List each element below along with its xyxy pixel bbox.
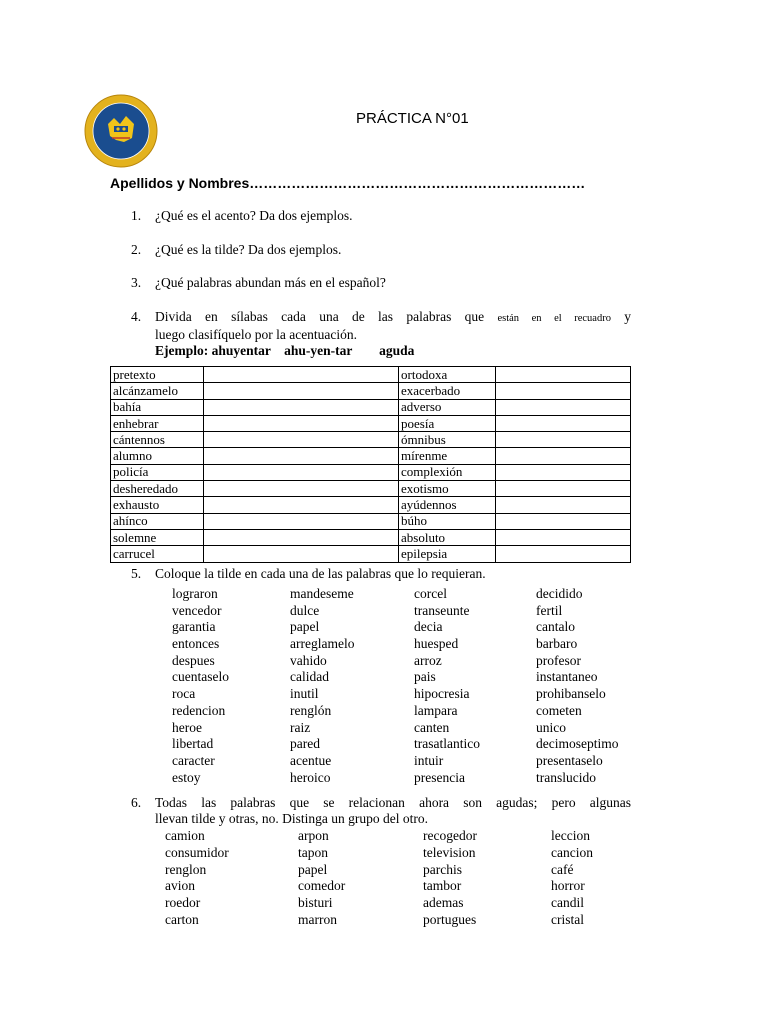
answer-cell[interactable]: [204, 546, 399, 562]
word-item: carton: [165, 911, 199, 927]
question-number: 5.: [131, 566, 142, 581]
table-row: [111, 448, 631, 464]
question-text: ¿Qué es el acento? Da dos ejemplos.: [155, 208, 353, 223]
word-item: papel: [290, 619, 320, 635]
word-item: camion: [165, 828, 205, 843]
word-item: transeunte: [414, 602, 470, 618]
word-cell: búho: [399, 513, 496, 529]
question-text: ¿Qué palabras abundan más en el español?: [155, 275, 386, 290]
word-item: horror: [551, 878, 585, 894]
word-item: huesped: [414, 636, 459, 652]
word-item: television: [423, 844, 476, 860]
word-item: arroz: [414, 652, 442, 668]
word-item: bisturi: [298, 895, 333, 911]
word-item: corcel: [414, 586, 447, 601]
question-1: [131, 208, 353, 224]
word-item: garantia: [172, 619, 216, 635]
question-text: ¿Qué es la tilde? Da dos ejemplos.: [155, 242, 342, 257]
table-row: [111, 367, 631, 383]
answer-cell[interactable]: [496, 464, 631, 480]
question-text-b: y: [624, 309, 632, 324]
word-item: unico: [536, 719, 566, 735]
table-row: [111, 497, 631, 513]
word-column: [165, 828, 229, 929]
word-item: decimoseptimo: [536, 736, 619, 752]
answer-cell[interactable]: [496, 513, 631, 529]
word-item: cristal: [551, 911, 584, 927]
answer-cell[interactable]: [204, 415, 399, 431]
word-column: [290, 586, 354, 786]
word-item: redencion: [172, 702, 226, 718]
table-row: [111, 464, 631, 480]
word-item: instantaneo: [536, 669, 598, 685]
word-item: cometen: [536, 702, 582, 718]
word-column: [172, 586, 229, 786]
word-item: arpon: [298, 828, 329, 843]
question-number: 2.: [131, 242, 142, 257]
word-cell: policía: [111, 464, 204, 480]
word-item: prohibanselo: [536, 686, 606, 702]
word-cell: enhebrar: [111, 415, 204, 431]
word-item: ademas: [423, 895, 464, 911]
question-4: [131, 309, 631, 343]
question-text: [155, 309, 631, 327]
word-cell: ortodoxa: [399, 367, 496, 383]
word-item: tambor: [423, 878, 462, 894]
question-number: 4.: [131, 309, 142, 324]
word-column: [298, 828, 345, 929]
word-cell: alumno: [111, 448, 204, 464]
word-cell: alcánzamelo: [111, 383, 204, 399]
word-item: marron: [298, 911, 337, 927]
word-cell: cántennos: [111, 432, 204, 448]
word-item: roedor: [165, 895, 201, 911]
word-cell: mírenme: [399, 448, 496, 464]
word-cell: exotismo: [399, 481, 496, 497]
answer-cell[interactable]: [496, 481, 631, 497]
word-cell: carrucel: [111, 546, 204, 562]
question-3: [131, 275, 386, 291]
word-cell: complexión: [399, 464, 496, 480]
answer-cell[interactable]: [204, 383, 399, 399]
word-column: [551, 828, 593, 929]
answer-cell[interactable]: [496, 432, 631, 448]
word-column: [423, 828, 477, 929]
table-row: [111, 415, 631, 431]
word-item: renglon: [165, 861, 207, 877]
question-text-a: Divida en sílabas cada una de las palabras que: [155, 309, 485, 324]
word-item: acentue: [290, 752, 332, 768]
word-item: portugues: [423, 911, 477, 927]
example-line: Ejemplo: ahuyentar ahu-yen-tar aguda: [155, 343, 415, 358]
question-number: 3.: [131, 275, 142, 290]
answer-cell[interactable]: [496, 415, 631, 431]
name-field-line: [110, 175, 585, 191]
word-column: [536, 586, 618, 786]
answer-cell[interactable]: [204, 529, 399, 545]
answer-cell[interactable]: [204, 464, 399, 480]
syllable-table: [110, 366, 631, 563]
answer-cell[interactable]: [204, 513, 399, 529]
word-item: canten: [414, 719, 450, 735]
university-seal-icon: [84, 94, 158, 168]
word-item: caracter: [172, 752, 215, 768]
question-text-line2: luego clasifíquelo por la acentuación.: [155, 327, 358, 342]
table-row: [111, 432, 631, 448]
answer-cell[interactable]: [204, 367, 399, 383]
word-item: raiz: [290, 719, 311, 735]
word-item: fertil: [536, 602, 563, 618]
word-cell: ómnibus: [399, 432, 496, 448]
word-cell: exhausto: [111, 497, 204, 513]
word-item: renglón: [290, 702, 332, 718]
word-item: roca: [172, 686, 196, 702]
word-item: decia: [414, 619, 443, 635]
word-cell: poesía: [399, 415, 496, 431]
answer-cell[interactable]: [204, 432, 399, 448]
word-item: papel: [298, 861, 328, 877]
word-item: despues: [172, 652, 215, 668]
word-item: vahido: [290, 652, 327, 668]
word-cell: adverso: [399, 399, 496, 415]
question-5: [131, 566, 486, 582]
question-2: [131, 242, 341, 258]
question-text: Todas las palabras que se relacionan ahora son agudas; pero algunas: [155, 795, 631, 810]
word-item: calidad: [290, 669, 329, 685]
word-item: presentaselo: [536, 752, 603, 768]
word-item: avion: [165, 878, 195, 894]
word-item: heroe: [172, 719, 202, 735]
answer-cell[interactable]: [496, 399, 631, 415]
word-item: barbaro: [536, 636, 578, 652]
word-item: parchis: [423, 861, 462, 877]
table-row: [111, 513, 631, 529]
question-number: 1.: [131, 208, 142, 223]
word-item: heroico: [290, 769, 331, 785]
answer-cell[interactable]: [204, 399, 399, 415]
word-item: candil: [551, 895, 584, 911]
university-logo: [84, 94, 158, 168]
table-row: [111, 529, 631, 545]
word-item: tapon: [298, 844, 328, 860]
word-item: café: [551, 861, 574, 877]
answer-cell[interactable]: [204, 448, 399, 464]
word-cell: pretexto: [111, 367, 204, 383]
answer-cell[interactable]: [204, 497, 399, 513]
word-cell: bahía: [111, 399, 204, 415]
word-item: intuir: [414, 752, 444, 768]
word-item: libertad: [172, 736, 214, 752]
word-item: inutil: [290, 686, 319, 702]
answer-cell[interactable]: [496, 529, 631, 545]
word-item: decidido: [536, 586, 583, 601]
question-6: [131, 795, 631, 827]
word-item: lampara: [414, 702, 458, 718]
word-item: presencia: [414, 769, 465, 785]
word-item: trasatlantico: [414, 736, 480, 752]
word-item: cancion: [551, 844, 593, 860]
answer-cell[interactable]: [204, 481, 399, 497]
word-cell: ahínco: [111, 513, 204, 529]
word-item: entonces: [172, 636, 220, 652]
word-item: comedor: [298, 878, 346, 894]
word-item: pais: [414, 669, 436, 685]
answer-cell[interactable]: [496, 383, 631, 399]
word-cell: ayúdennos: [399, 497, 496, 513]
word-item: mandeseme: [290, 586, 354, 601]
word-item: vencedor: [172, 602, 222, 618]
word-cell: desheredado: [111, 481, 204, 497]
name-label: Apellidos y Nombres: [110, 175, 250, 191]
word-item: lograron: [172, 586, 218, 601]
answer-cell[interactable]: [496, 546, 631, 562]
page-title: PRÁCTICA N°01: [356, 110, 469, 127]
question-number: 6.: [131, 795, 142, 810]
word-item: estoy: [172, 769, 201, 785]
word-item: arreglamelo: [290, 636, 355, 652]
word-item: translucido: [536, 769, 596, 785]
answer-cell[interactable]: [496, 497, 631, 513]
word-cell: epilepsia: [399, 546, 496, 562]
table-row: [111, 481, 631, 497]
answer-cell[interactable]: [496, 367, 631, 383]
word-cell: exacerbado: [399, 383, 496, 399]
word-item: consumidor: [165, 844, 229, 860]
question-text-line2: llevan tilde y otras, no. Distinga un grupo del otro.: [155, 811, 428, 826]
word-cell: absoluto: [399, 529, 496, 545]
word-item: pared: [290, 736, 320, 752]
word-item: profesor: [536, 652, 581, 668]
question-text: Coloque la tilde en cada una de las palabras que lo requieran.: [155, 566, 486, 581]
word-item: hipocresia: [414, 686, 470, 702]
word-item: leccion: [551, 828, 590, 843]
table-row: [111, 399, 631, 415]
table-row: [111, 546, 631, 562]
table-row: [111, 383, 631, 399]
name-dots: ………………………………………………………………: [249, 175, 586, 191]
word-column: [414, 586, 480, 786]
word-item: recogedor: [423, 828, 477, 843]
word-item: cuentaselo: [172, 669, 229, 685]
answer-cell[interactable]: [496, 448, 631, 464]
word-cell: solemne: [111, 529, 204, 545]
question-text-small: están en el recuadro: [497, 313, 611, 324]
word-item: dulce: [290, 602, 320, 618]
word-item: cantalo: [536, 619, 575, 635]
